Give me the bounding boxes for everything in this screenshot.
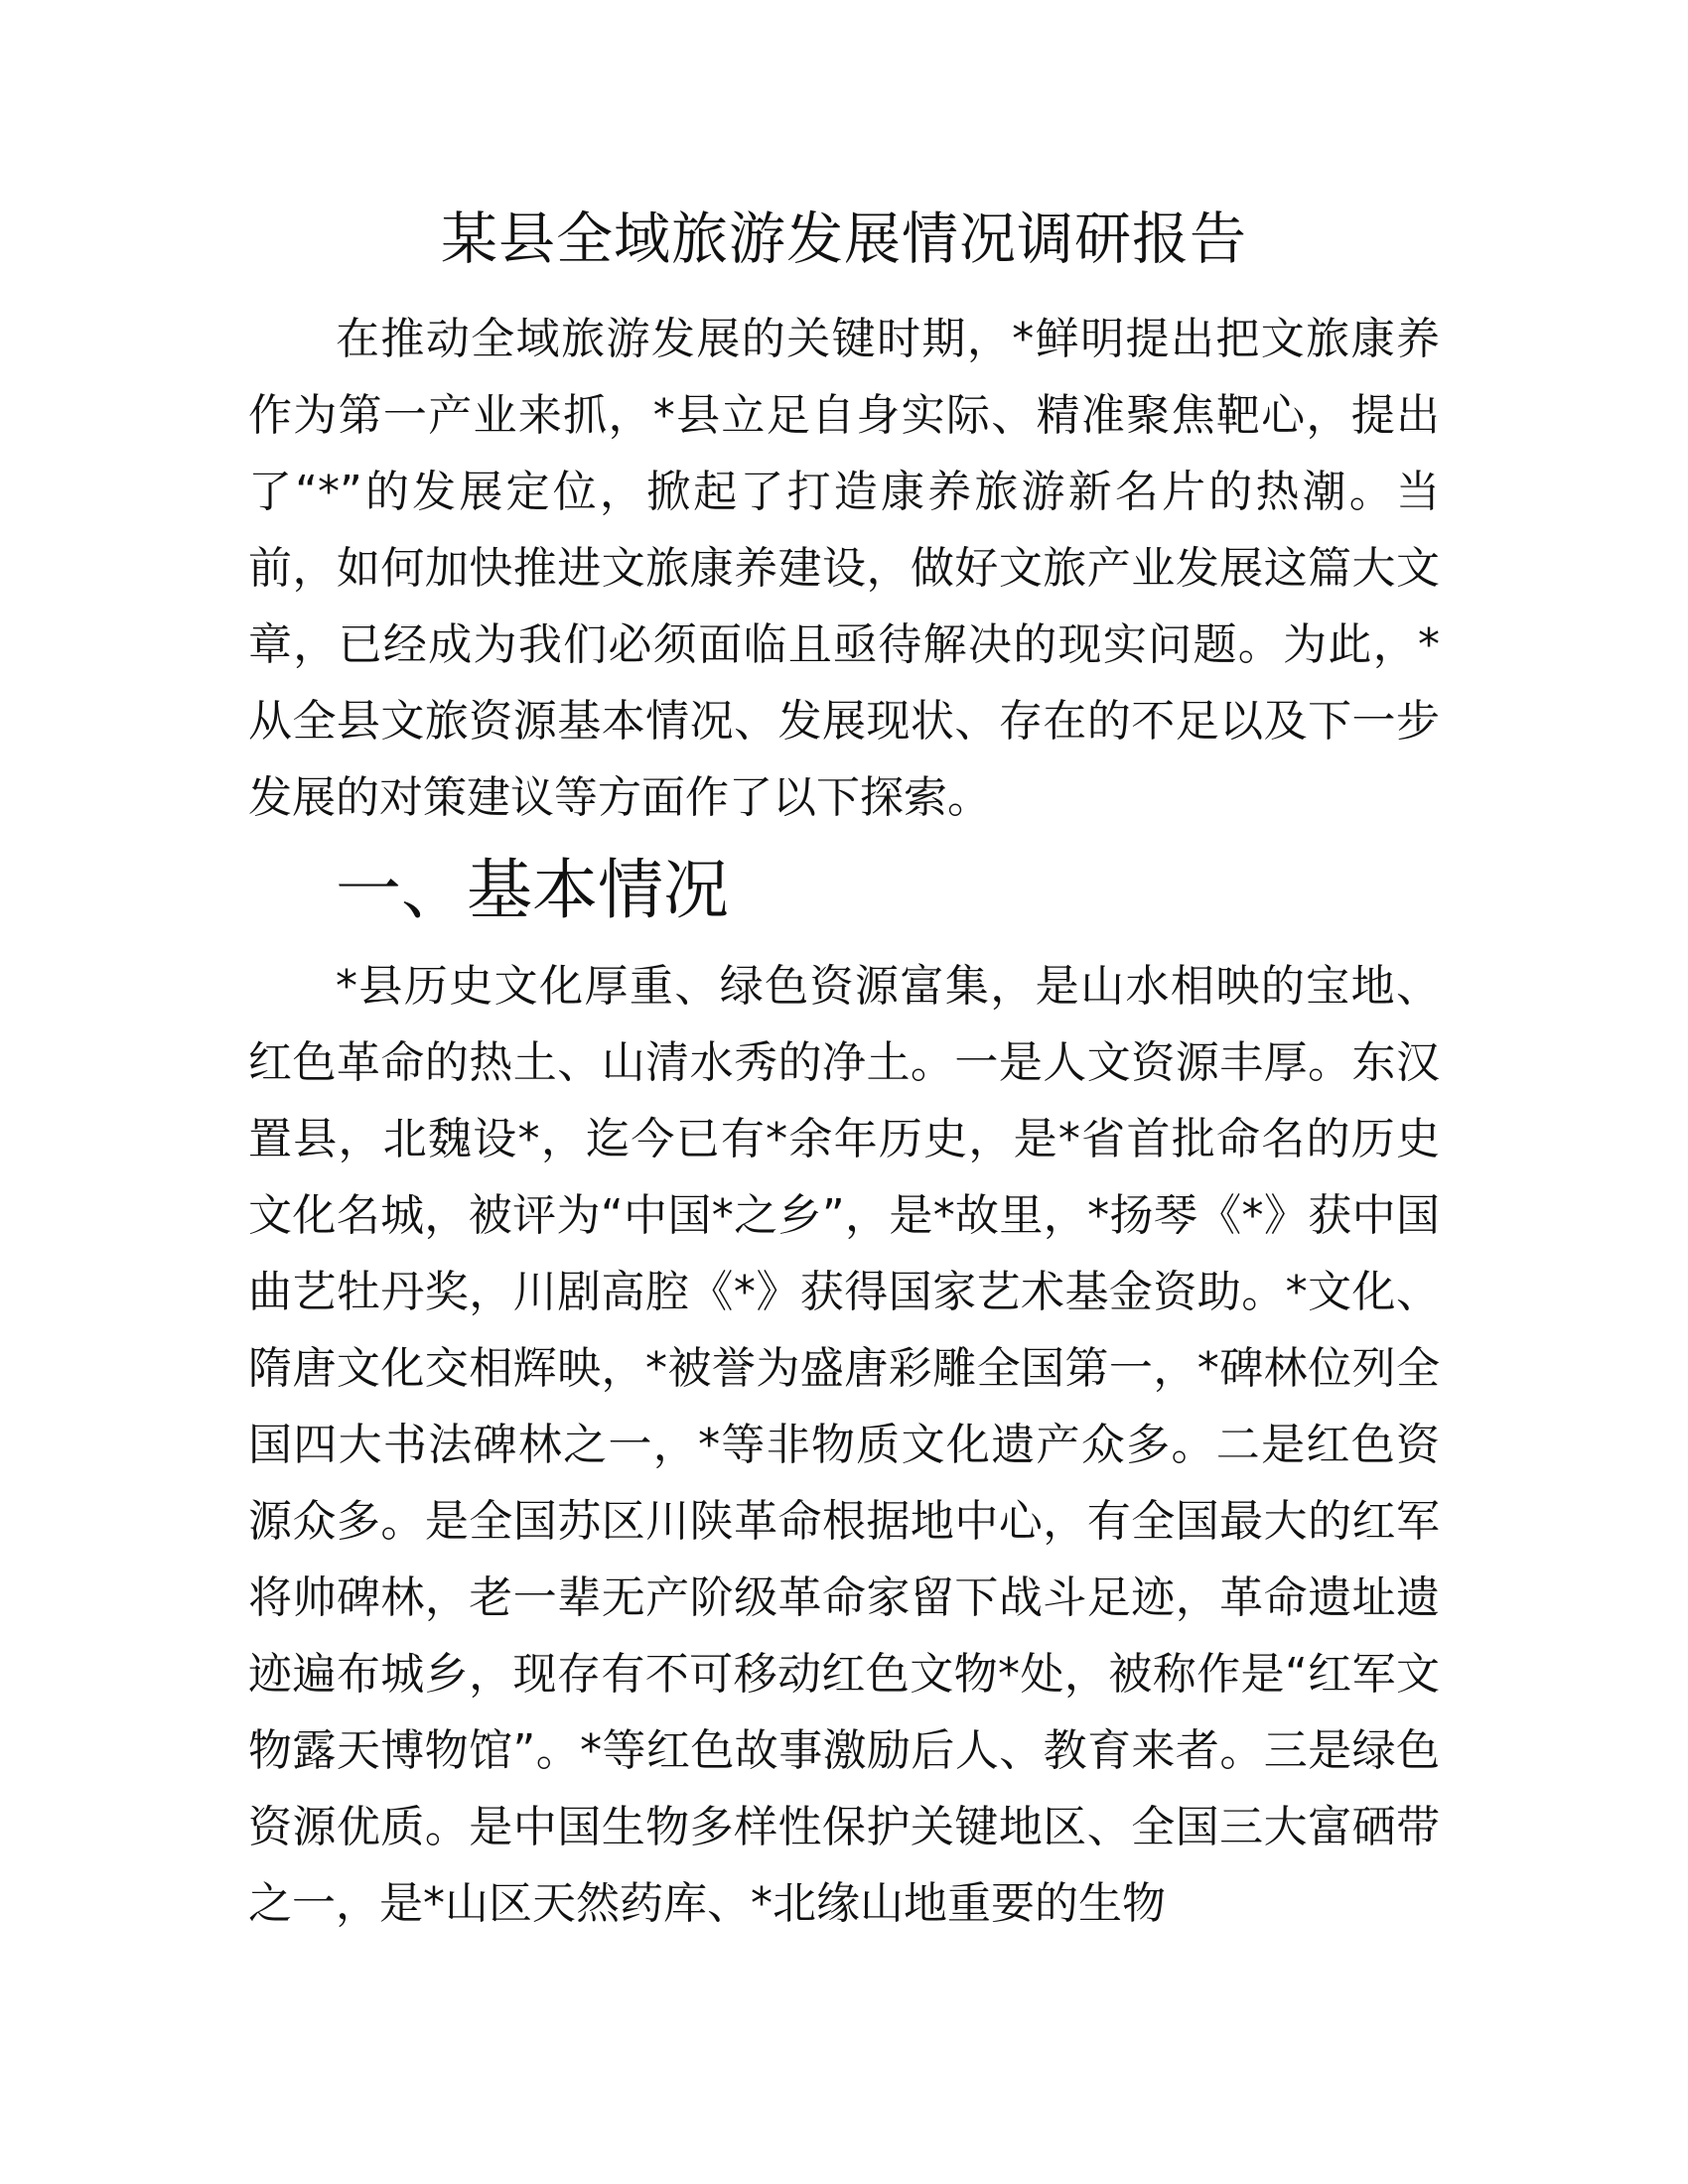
section-heading: 一、基本情况 (336, 852, 729, 928)
intro-paragraph-block (248, 301, 1440, 836)
basic-situation-paragraph: *县历史文化厚重、绿色资源富集，是山水相映的宝地、红色革命的热土、山清水秀的净土。一是人文资源丰厚。东汉置县，北魏设*，迄今已有*余年历史，是*省首批命名的历史文化名城，被评为“中国*之乡”，是*故里，*扬琴《*》获中国曲艺牡丹奖，川剧高腔《*》获得国家艺术基金资助。*文化、隋唐文化交相辉映，*被誉为盛唐彩雕全国第一，*碑林位列全国四大书法碑林之一，*等非物质文化遗产众多。二是红色资源众多。是全国苏区川陕革命根据地中心，有全国最大的红军将帅碑林，老一辈无产阶级革命家留下战斗足迹，革命遗址遗迹遍布城乡，现存有不可移动红色文物*处，被称作是“红军文物露天博物馆”。*等红色故事激励后人、教育来者。三是绿色资源优质。是中国生物多样性保护关键地区、全国三大富硒带之一，是*山区天然药库、*北缘山地重要的生物 (248, 961, 1440, 1929)
page-title: 某县全域旅游发展情况调研报告 (441, 206, 1247, 272)
intro-paragraph: 在推动全域旅游发展的关键时期，*鲜明提出把文旅康养作为第一产业来抓，*县立足自身实际、精准聚焦靶心，提出了“*”的发展定位，掀起了打造康养旅游新名片的热潮。当前，如何加快推进文旅康养建设，做好文旅产业发展这篇大文章，已经成为我们必须面临且亟待解决的现实问题。为此，*从全县文旅资源基本情况、发展现状、存在的不足以及下一步发展的对策建议等方面作了以下探索。 (248, 314, 1440, 823)
basic-situation-paragraph-block (248, 948, 1440, 1942)
section-heading-block (248, 852, 1440, 928)
